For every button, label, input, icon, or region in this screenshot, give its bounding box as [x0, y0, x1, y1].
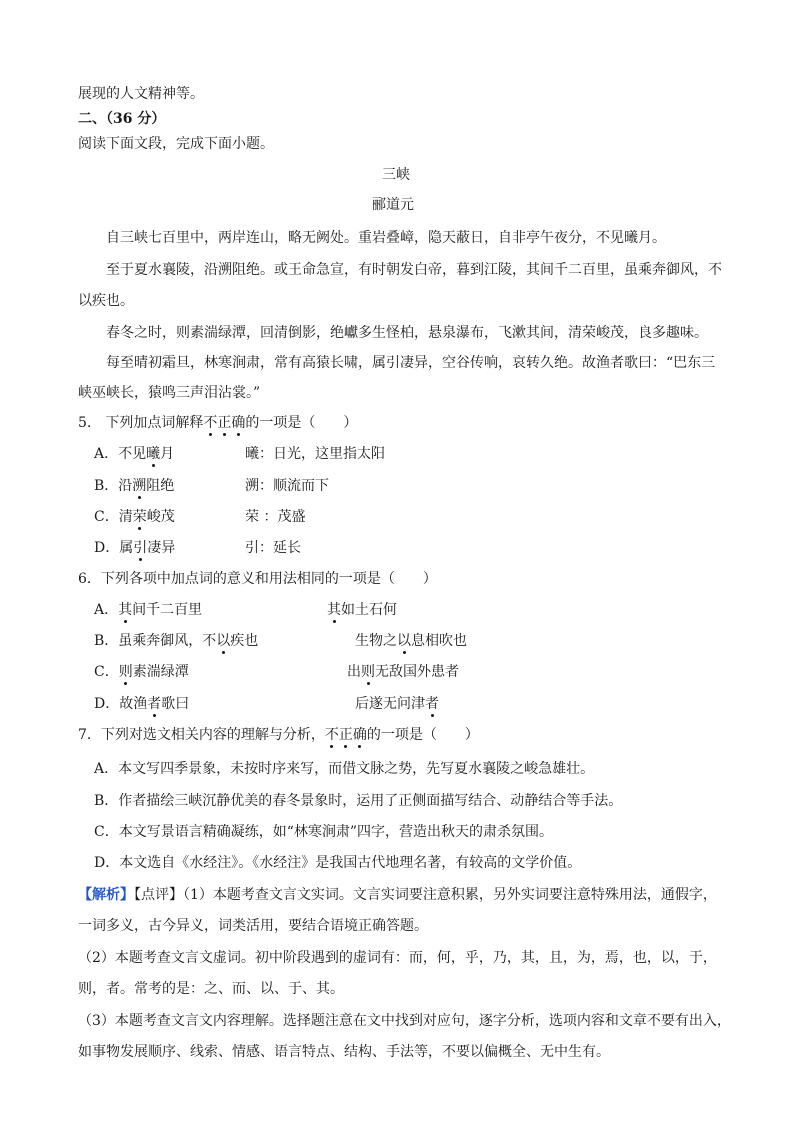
question-6-option-c: C．则素湍绿潭	[94, 664, 189, 680]
question-6-option-d: D．故渔者歌曰	[94, 696, 190, 712]
analysis-line-6: 如事物发展顺序、线索、情感、语言特点、结构、手法等，不要以偏概全、无中生有。	[78, 1044, 610, 1060]
analysis-line-2: 一词多义，古今异义，词类活用，要结合语境正确答题。	[78, 918, 428, 934]
question-6-option-a-compare: 其如土石何	[327, 602, 397, 618]
question-5-option-c-explain: 荣 ：茂盛	[245, 509, 306, 525]
question-6-option-c-compare: 出则无敌国外患者	[347, 664, 459, 680]
question-6-option-b: B．虽乘奔御风，不以疾也	[94, 633, 259, 649]
analysis-line-5: （3）本题考查文言文内容理解。选择题注意在文中找到对应句，逐字分析，选项内容和文章不要有出入，	[78, 1013, 731, 1029]
question-5-option-a: A．不见曦月	[94, 446, 175, 462]
question-6-option-a: A．其间千二百里	[94, 602, 203, 618]
question-7-stem: 7．下列对选文相关内容的理解与分析，不正确的一项是（ ）	[78, 727, 479, 743]
analysis-line-3: （2）本题考查文言文虚词。初中阶段遇到的虚词有：而，何，乎，乃，其，且，为，焉，也，以，于，	[78, 950, 717, 966]
analysis-line-4: 则，者。常考的是：之、而、以、于、其。	[78, 981, 344, 997]
section-header: 二、（36 分）	[78, 111, 166, 127]
question-5-option-a-explain: 曦：日光，这里指太阳	[245, 446, 385, 462]
intro-tail: 展现的人文精神等。	[78, 86, 204, 102]
question-5-option-b: B．沿溯阻绝	[94, 478, 175, 494]
passage-paragraph-4: 每至晴初霜旦，林寒涧肃，常有高猿长啸，属引凄异，空谷传响，哀转久绝。故渔者歌曰：“巴东三	[106, 355, 716, 371]
question-7-option-d: D．本文选自《水经注》。《水经注》是我国古代地理名著，有较高的文学价值。	[94, 855, 582, 871]
review-tag: 【点评】	[134, 887, 183, 903]
instruction: 阅读下面文段，完成下面小题。	[78, 136, 274, 152]
question-7-option-a: A．本文写四季景象，未按时序来写，而借文脉之势，先写夏水襄陵之峻急雄壮。	[94, 761, 595, 777]
passage-paragraph-3: 春冬之时，则素湍绿潭，回清倒影，绝巘多生怪柏，悬泉瀑布，飞漱其间，清荣峻茂，良多趣味。	[106, 325, 708, 341]
passage-paragraph-2-cont: 以疾也。	[78, 293, 134, 309]
question-7-option-b: B．作者描绘三峡沉静优美的春冬景象时，运用了正侧面描写结合、动静结合等手法。	[94, 793, 623, 809]
analysis-tag: 【解析】	[78, 887, 134, 903]
passage-paragraph-1: 自三峡七百里中，两岸连山，略无阙处。重岩叠嶂，隐天蔽日，自非亭午夜分，不见曦月。	[106, 230, 666, 246]
question-6-stem: 6．下列各项中加点词的意义和用法相同的一项是（ ）	[78, 571, 437, 587]
passage-paragraph-2: 至于夏水襄陵，沿溯阻绝。或王命急宣，有时朝发白帝，暮到江陵，其间千二百里，虽乘奔御风，不	[106, 262, 722, 278]
passage-paragraph-4-cont: 峡巫峡长，猿鸣三声泪沾裳。”	[78, 385, 261, 401]
question-5-option-d: D．属引凄异	[94, 540, 176, 556]
analysis-line-1: 【解析】【点评】（1）本题考查文言文实词。文言实词要注意积累，另外实词要注意特殊用法，通假字，	[78, 887, 717, 903]
question-5-stem: 5. 下列加点词解释不正确的一项是（ ）	[78, 415, 358, 431]
question-5-option-c: C．清荣峻茂	[94, 509, 175, 525]
question-5-option-d-explain: 引：延长	[245, 540, 301, 556]
question-5-option-b-explain: 溯：顺流而下	[245, 478, 329, 494]
passage-title: 三峡	[382, 167, 410, 183]
passage-author: 郦道元	[372, 197, 414, 213]
question-7-option-c: C．本文写景语言精确凝练，如“林寒涧肃”四字，营造出秋天的肃杀氛围。	[94, 824, 554, 840]
question-6-option-b-compare: 生物之以息相吹也	[355, 633, 467, 649]
question-6-option-d-compare: 后遂无问津者	[355, 696, 439, 712]
